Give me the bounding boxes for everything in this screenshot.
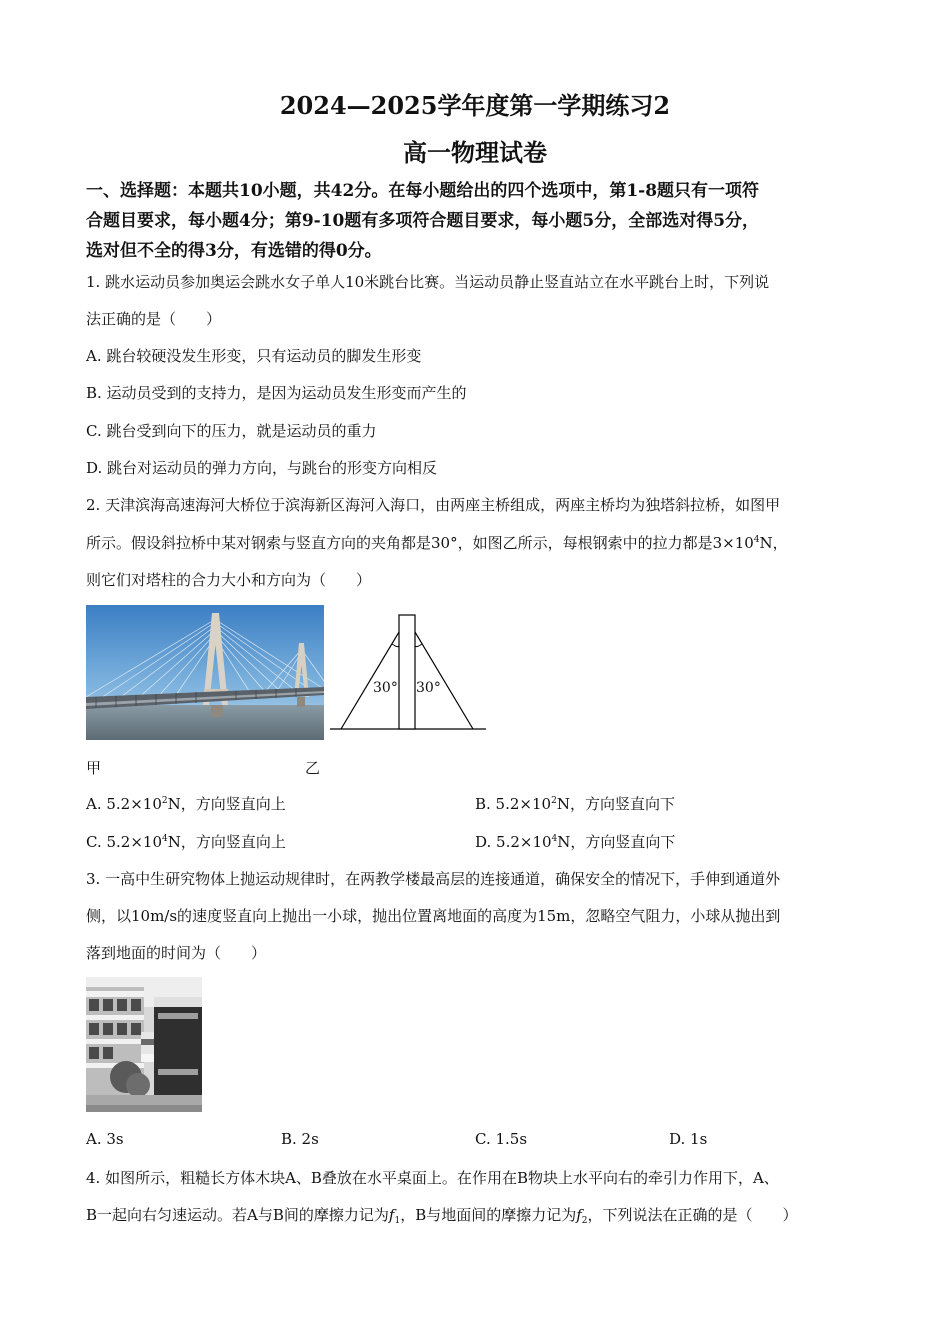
exam-title: 2024—2025学年度第一学期练习2 (279, 91, 671, 120)
building-photo (86, 977, 202, 1112)
q3-option-d: D. 1s (669, 1130, 708, 1148)
q1-stem: 法正确的是（ ） (86, 310, 222, 328)
angle-label-right: 30° (416, 680, 441, 696)
q2-stem: 2. 天津滨海高速海河大桥位于滨海新区海河入海口，由两座主桥组成，两座主桥均为独塔斜拉桥，如图甲 (86, 496, 781, 514)
q2-option-a: A. $5.2\times 10^2N$，方向竖直向上 (86, 795, 286, 813)
section-instruction-line: 合题目要求，每小题4分；第9-10题有多项符合题目要求，每小题5分，全部选对得5分， (86, 211, 760, 231)
section-instruction-line: 一、选择题：本题共10小题，共42分。在每小题给出的四个选项中，第1-8题只有一项符 (86, 181, 760, 201)
q2-option-b: B. $5.2\times 10^2N$，方向竖直向下 (475, 795, 675, 813)
q1-stem: 1. 跳水运动员参加奥运会跳水女子单人10米跳台比赛。当运动员静止竖直站立在水平跳台上时，下列说 (86, 273, 770, 291)
q3-stem: 3. 一高中生研究物体上抛运动规律时，在两教学楼最高层的连接通道，确保安全的情况下，手伸到通道外 (86, 870, 781, 888)
q2-stem: 所示。假设斜拉桥中某对钢索与竖直方向的夹角都是30°，如图乙所示，每根钢索中的拉力都是$3\times 10^4N$， (86, 534, 788, 552)
q4-stem: 4. 如图所示，粗糙长方体木块A、B叠放在水平桌面上。在作用在B物块上水平向右的牵引力作用下，A、 (86, 1169, 779, 1187)
q1-option-b: B. 运动员受到的支持力，是因为运动员发生形变而产生的 (86, 384, 467, 402)
figure-label-jia: 甲 (86, 759, 102, 777)
q3-option-c: C. 1.5s (475, 1130, 528, 1148)
q3-option-b: B. 2s (281, 1130, 319, 1148)
q1-option-a: A. 跳台较硬没发生形变，只有运动员的脚发生形变 (86, 347, 422, 365)
q3-option-a: A. 3s (86, 1130, 124, 1148)
q2-option-d: D. $5.2\times 10^4N$，方向竖直向下 (475, 833, 676, 851)
section-instruction-line: 选对但不全的得3分，有选错的得0分。 (86, 241, 382, 261)
q1-option-d: D. 跳台对运动员的弹力方向，与跳台的形变方向相反 (86, 459, 438, 477)
angle-label-left: 30° (373, 680, 398, 696)
exam-subtitle: 高一物理试卷 (403, 138, 547, 167)
q3-stem: 侧，以10m/s的速度竖直向上抛出一小球，抛出位置离地面的高度为15m，忽略空气阻力，小球从抛出到 (86, 907, 781, 925)
figure-label-yi: 乙 (305, 759, 321, 777)
bridge-photo (86, 605, 324, 740)
q2-stem: 则它们对塔柱的合力大小和方向为（ ） (86, 571, 372, 589)
q3-stem: 落到地面的时间为（ ） (86, 944, 267, 962)
tower-diagram (328, 612, 488, 734)
q4-stem: B一起向右匀速运动。若A与B间的摩擦力记为$f_1$，B与地面间的摩擦力记为$f_2$，下列说法在正确的是（ ） (86, 1206, 798, 1226)
q1-option-c: C. 跳台受到向下的压力，就是运动员的重力 (86, 422, 377, 440)
q2-option-c: C. $5.2\times 10^4N$，方向竖直向上 (86, 833, 286, 851)
